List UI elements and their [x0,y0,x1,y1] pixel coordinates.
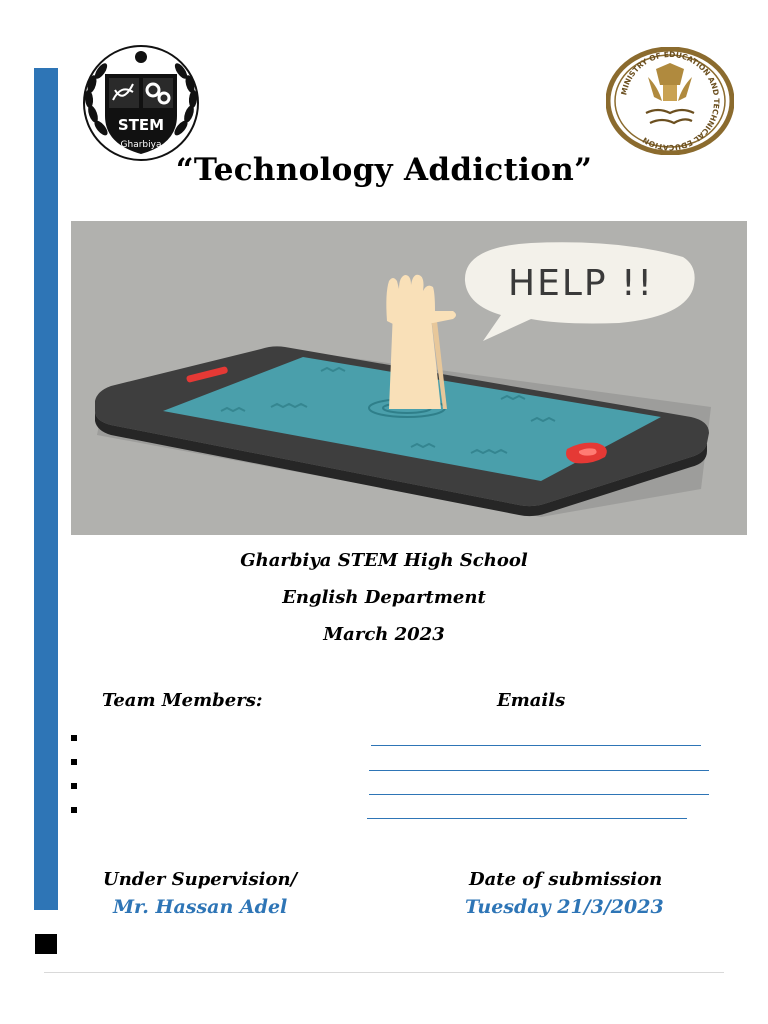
department-name: English Department [282,587,486,608]
team-member-bullet-2 [71,759,77,765]
stem-gharbiya-logo [71,44,211,162]
footer-divider [44,972,724,973]
team-member-bullet-3 [71,783,77,789]
stem-logo-caption: Gharbiya [120,140,162,150]
email-line-3[interactable] [369,794,709,795]
emails-label: Emails [497,690,566,711]
speech-bubble-text: HELP !! [508,263,654,304]
supervisor-name: Mr. Hassan Adel [113,896,288,918]
stem-logo-text: STEM [117,116,165,134]
email-line-1[interactable] [371,745,701,746]
supervision-label: Under Supervision/ [103,869,298,890]
document-title: “Technology Addiction” [175,152,593,188]
submission-date: Tuesday 21/3/2023 [465,896,664,918]
document-date: March 2023 [323,624,445,645]
end-marker [35,934,57,954]
email-line-4[interactable] [367,818,687,819]
ministry-ring-text: MINISTRY OF EDUCATION AND TECHNICAL EDUCATION [619,49,722,153]
team-members-label: Team Members: [102,690,263,711]
submission-label: Date of submission [469,869,663,890]
ministry-seal-logo [606,47,734,155]
team-member-bullet-1 [71,735,77,741]
left-accent-bar [34,68,58,910]
email-line-2[interactable] [369,770,709,771]
school-name: Gharbiya STEM High School [240,550,528,571]
team-member-bullet-4 [71,807,77,813]
cover-illustration [71,221,747,535]
